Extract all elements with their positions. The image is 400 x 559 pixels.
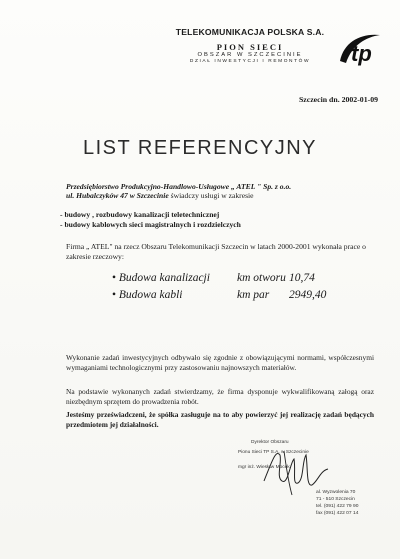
paragraph-qualification: Na podstawie wykonanych zadań stwierdzamy, że firma dysponuje wykwalifikowaną załogą oraz niezbędnym sprzętem do prowadzenia robót. xyxy=(66,387,374,406)
department-line-2: DZIAŁ INWESTYCJI I REMONTÓW xyxy=(189,59,311,64)
intro-text: świadczy usługi w zakresie xyxy=(168,191,254,200)
division-name: PION SIECI xyxy=(216,42,284,52)
footer-address xyxy=(316,489,358,517)
contractor-name: Przedsiębiorstwo Produkcyjno-Handlowo-Usługowe „ ATEL " Sp. z o.o. xyxy=(66,182,292,191)
contractor-address: ul. Hubalczyków 47 w Szczecinie xyxy=(66,191,169,200)
work-item xyxy=(112,287,349,304)
work-value: 10,74 xyxy=(289,272,315,284)
address-line: 71 - 510 Szczecin xyxy=(316,497,355,502)
letter-title: LIST REFERENCYJNY xyxy=(82,137,318,159)
stamp-title: Dyrektor Obszaru xyxy=(251,440,289,445)
tp-logo xyxy=(336,31,384,69)
intro-paragraph xyxy=(66,182,366,200)
paragraph-standards: Wykonanie zadań inwestycyjnych odbywało się zgodnie z obowiązującymi normami, współczesnymi wymaganiami technologicznymi przy zastosowaniu najnowszych materiałów. xyxy=(66,353,374,372)
work-item xyxy=(112,270,349,287)
paragraph-recommendation: Jesteśmy przeświadczeni, że spółka zasługuje na to aby powierzyć jej realizację zadań będących przedmiotem jej działalności. xyxy=(66,410,374,429)
work-unit: km par xyxy=(237,289,270,301)
logo-text: tp xyxy=(351,41,372,66)
service-item: - budowy kablowych sieci magistralnych i rozdzielczych xyxy=(60,220,241,230)
firma-paragraph: Firma „ ATEL" na rzecz Obszaru Telekomunikacji Szczecin w latach 2000-2001 wykonała prace o zakresie rzeczowy: xyxy=(66,242,366,261)
works-list xyxy=(112,270,349,304)
service-item: - budowy , rozbudowy kanalizacji teletechnicznej xyxy=(60,210,241,220)
address-line: al. Wyzwolenia 70 xyxy=(316,490,356,495)
address-line: tel. (091) 422 79 90 xyxy=(316,504,359,509)
stamp-unit: Pionu Sieci TP S.A. w Szczecinie xyxy=(238,450,309,455)
department-line-1: OBSZAR W SZCZECINIE xyxy=(197,52,303,58)
stamp-signatory: mgr inż. Wiesław Mocek xyxy=(238,465,290,470)
work-unit: km otworu xyxy=(237,272,286,284)
work-name: • Budowa kabli xyxy=(112,287,237,304)
services-list xyxy=(60,210,241,230)
address-line: fax (091) 422 07 14 xyxy=(316,511,359,516)
letterhead xyxy=(150,27,350,64)
work-value: 2949,40 xyxy=(289,289,327,301)
letter-date: Szczecin dn. 2002-01-09 xyxy=(298,95,378,104)
company-name: TELEKOMUNIKACJA POLSKA S.A. xyxy=(175,27,325,37)
work-name: • Budowa kanalizacji xyxy=(112,270,237,287)
